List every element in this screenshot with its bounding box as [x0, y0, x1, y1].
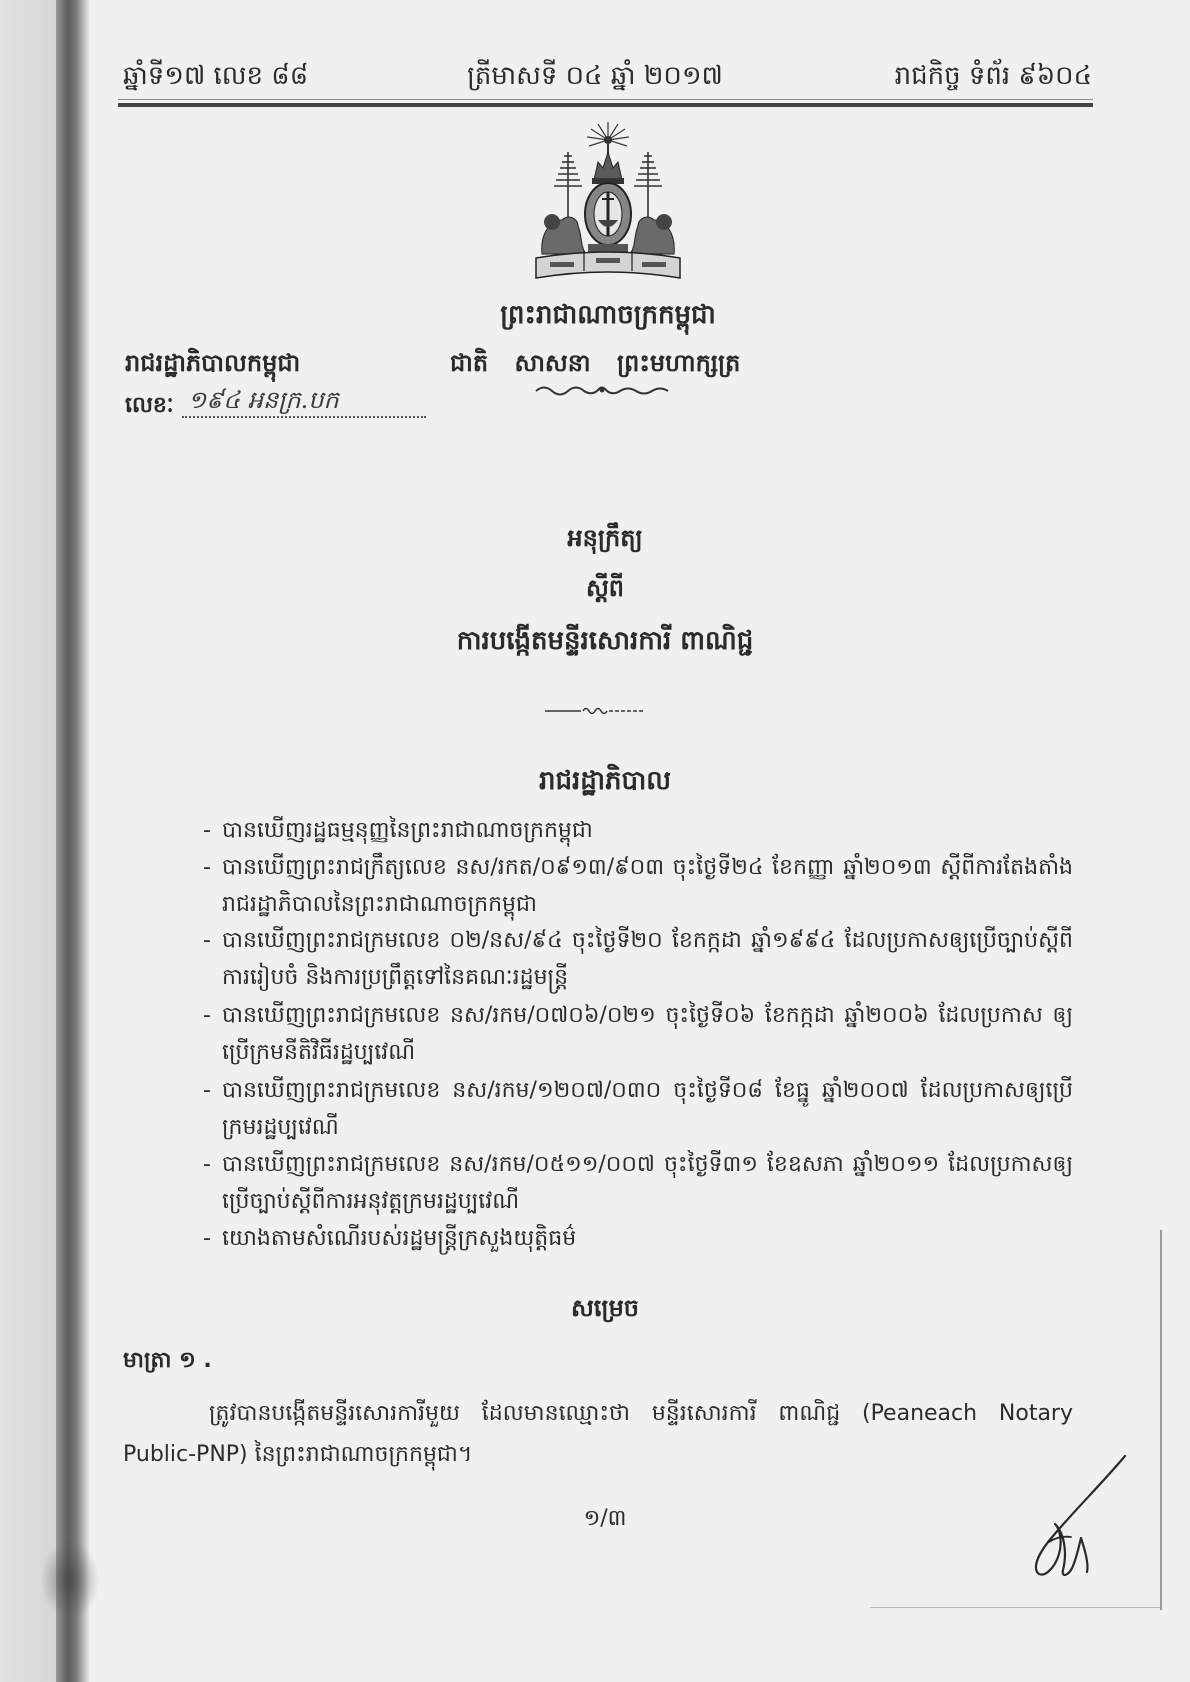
document-number-label: លេខៈ [125, 393, 174, 418]
article-label: មាត្រា ១ . [123, 1348, 212, 1373]
scan-line-bottom [870, 1607, 1160, 1608]
scan-line-right [1160, 1230, 1162, 1610]
decision-heading: សម្រេច [570, 1294, 640, 1322]
bullet-dash: - [203, 928, 211, 953]
title-preposition: ស្តីពី [585, 574, 625, 602]
national-motto: ជាតិ សាសនា ព្រះមហាក្សត្រ [450, 349, 741, 377]
preamble-item-text: បានឃើញព្រះរាជក្រមលេខ នស/រកម/០៥១១/០០៧ ចុះថ្ងៃទី៣១ ខែឧសភា ឆ្នាំ២០១១ ដែលប្រកាសឲ្យប្រើច្បាប់ស្តីពីការអនុវត្តក្រមរដ្ឋប្បវេណី [222, 1152, 1073, 1214]
preamble-item-text: បានឃើញព្រះរាជក្រមលេខ នស/រកម/០៧០៦/០២១ ចុះថ្ងៃទី០៦ ខែកក្កដា ឆ្នាំ២០០៦ ដែលប្រកាស ឲ្យប្រើក្រមនីតិវិធីរដ្ឋប្បវេណី [222, 1003, 1073, 1065]
preamble-item-text: បានឃើញព្រះរាជក្រឹត្យលេខ នស/រកត/០៩១៣/៩០៣ ចុះថ្ងៃទី២៤ ខែកញ្ញា ឆ្នាំ២០១៣ ស្តីពីការតែងតាំងរាជរដ្ឋាភិបាលនៃព្រះរាជាណាចក្រកម្ពុជា [222, 855, 1073, 917]
preamble-item-text: បានឃើញរដ្ឋធម្មនុញ្ញនៃព្រះរាជាណាចក្រកម្ពុជា [222, 818, 593, 843]
preamble-heading: រាជរដ្ឋាភិបាល [538, 766, 672, 796]
gazette-year-issue: ឆ្នាំទី១៧ លេខ ៨៨ [123, 61, 309, 91]
motto-ornament [532, 382, 672, 398]
bullet-dash: - [203, 855, 211, 880]
document-subject: ការបង្កើតមន្ទីរសោរការី ពាណិជ្ជ [456, 626, 754, 656]
document-type: អនុក្រឹត្យ [567, 524, 643, 552]
scan-edge-light [0, 0, 56, 1682]
page-number: ១/៣ [583, 1506, 627, 1531]
bullet-dash: - [203, 1078, 211, 1103]
preamble-item-text: បានឃើញព្រះរាជក្រមលេខ នស/រកម/១២០៧/០៣០ ចុះថ្ងៃទី០៨ ខែធ្នូ ឆ្នាំ២០០៧ ដែលប្រកាសឲ្យប្រើក្រមរដ្ឋប្បវេណី [222, 1078, 1073, 1140]
bullet-dash: - [203, 818, 211, 843]
preamble-item [203, 812, 1073, 849]
document-number-handwritten: ១៩៤ អនក្រ.បក [182, 384, 426, 418]
preamble-item [203, 1072, 1073, 1146]
bullet-dash: - [203, 1152, 211, 1177]
header-rule-thin [118, 99, 1093, 100]
article-text: ត្រូវបានបង្កើតមន្ទីរសោរការីមួយ ដែលមានឈ្មោះថា មន្ទីរសោរការី ពាណិជ្ជ (Peaneach Notary Public-PNP) នៃព្រះរាជាណាចក្រកម្ពុជា។ [123, 1401, 1073, 1467]
handwritten-signature [1015, 1450, 1140, 1585]
header-rule [118, 103, 1093, 107]
scan-edge-shadow [56, 0, 90, 1682]
preamble-item-text: បានឃើញព្រះរាជក្រមលេខ ០២/នស/៩៤ ចុះថ្ងៃទី២០ ខែកក្កដា ឆ្នាំ១៩៩៤ ដែលប្រកាសឲ្យប្រើច្បាប់ស្តីពីការរៀបចំ និងការប្រព្រឹត្តទៅនៃគណៈរដ្ឋមន្ត្រី [222, 928, 1073, 990]
gazette-quarter: ត្រីមាសទី ០៤ ឆ្នាំ ២០១៧ [467, 61, 723, 91]
bullet-dash: - [203, 1003, 211, 1028]
preamble-item [203, 922, 1073, 996]
title-divider-ornament [545, 704, 645, 718]
kingdom-name: ព្រះរាជាណាចក្រកម្ពុជា [500, 300, 716, 330]
bullet-dash: - [203, 1226, 211, 1251]
preamble-item-text: យោងតាមសំណើរបស់រដ្ឋមន្ត្រីក្រសួងយុត្តិធម៌ [222, 1226, 577, 1251]
gazette-page: រាជកិច្ច ទំព័រ ៩៦០៤ [894, 61, 1092, 91]
preamble-item [203, 1220, 1073, 1257]
preamble-item [203, 997, 1073, 1071]
royal-coat-of-arms-icon [528, 120, 688, 288]
issuer-name: រាជរដ្ឋាភិបាលកម្ពុជា [125, 349, 301, 377]
scan-edge-blot [40, 1540, 100, 1620]
preamble-item [203, 849, 1073, 923]
preamble-item [203, 1146, 1073, 1220]
